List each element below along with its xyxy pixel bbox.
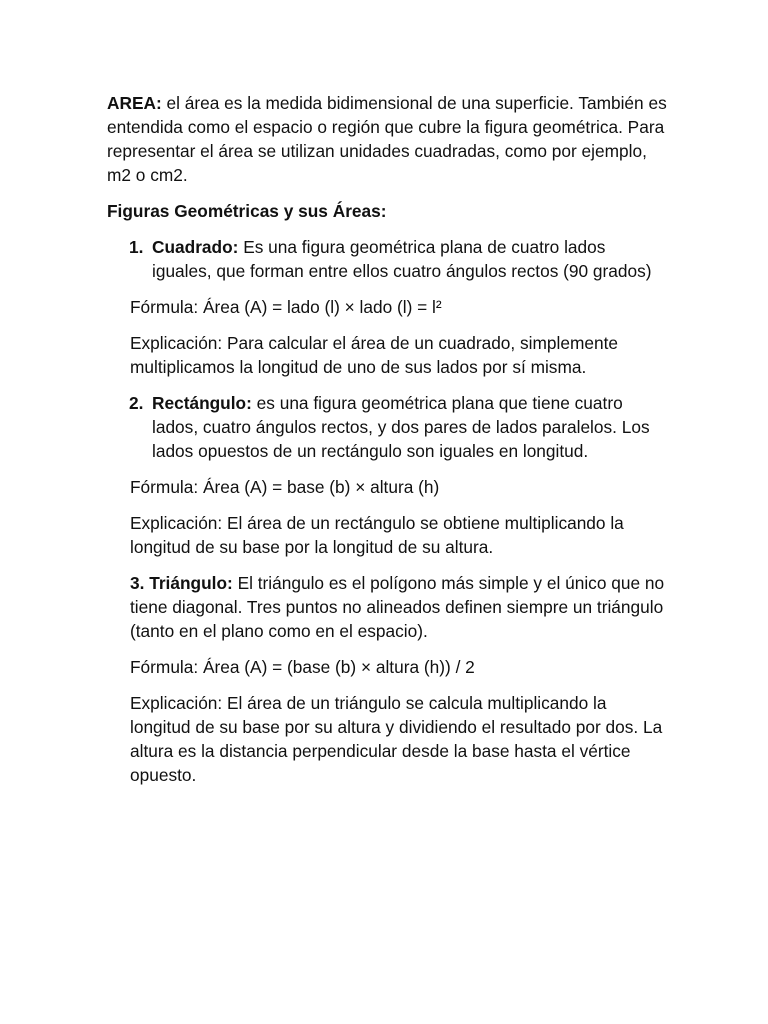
item-text: Es una figura geométrica plana de cuatro lados iguales, que forman entre ellos cuatro ángulos rectos (90 grados) <box>152 237 652 281</box>
list-item-square <box>129 235 667 283</box>
item-term: Triángulo: <box>149 573 233 593</box>
explanation-rectangle: Explicación: El área de un rectángulo se obtiene multiplicando la longitud de su base por la longitud de su altura. <box>130 513 624 557</box>
intro-paragraph <box>107 91 667 187</box>
explanation-triangle: Explicación: El área de un triángulo se calcula multiplicando la longitud de su base por su altura y dividiendo el resultado por dos. La altura es la distancia perpendicular desde la base hasta el vértice opuesto. <box>130 693 663 785</box>
formula-square: Fórmula: Área (A) = lado (l) × lado (l) = l² <box>130 297 442 317</box>
document-page <box>107 91 667 799</box>
list-item-triangle <box>130 571 667 643</box>
list-item-rectangle <box>129 391 667 463</box>
list-number: 2. <box>129 393 144 413</box>
list-number: 3. <box>130 573 145 593</box>
section-title: Figuras Geométricas y sus Áreas: <box>107 201 387 221</box>
intro-text: el área es la medida bidimensional de una superficie. También es entendida como el espacio o región que cubre la figura geométrica. Para representar el área se utilizan unidades cuadradas, como por ejemplo, m2 o cm2. <box>107 93 667 185</box>
item-text: es una figura geométrica plana que tiene cuatro lados, cuatro ángulos rectos, y dos pares de lados paralelos. Los lados opuestos de un rectángulo son iguales en longitud. <box>152 393 650 461</box>
item-term: Cuadrado: <box>152 237 239 257</box>
item-term: Rectángulo: <box>152 393 252 413</box>
list-number: 1. <box>129 237 144 257</box>
explanation-square: Explicación: Para calcular el área de un cuadrado, simplemente multiplicamos la longitud de uno de sus lados por sí misma. <box>130 333 618 377</box>
formula-rectangle: Fórmula: Área (A) = base (b) × altura (h) <box>130 477 440 497</box>
item-text: El triángulo es el polígono más simple y el único que no tiene diagonal. Tres puntos no alineados definen siempre un triángulo (tanto en el plano como en el espacio). <box>130 573 665 641</box>
formula-triangle: Fórmula: Área (A) = (base (b) × altura (h)) / 2 <box>130 657 475 677</box>
intro-term: AREA: <box>107 93 162 113</box>
